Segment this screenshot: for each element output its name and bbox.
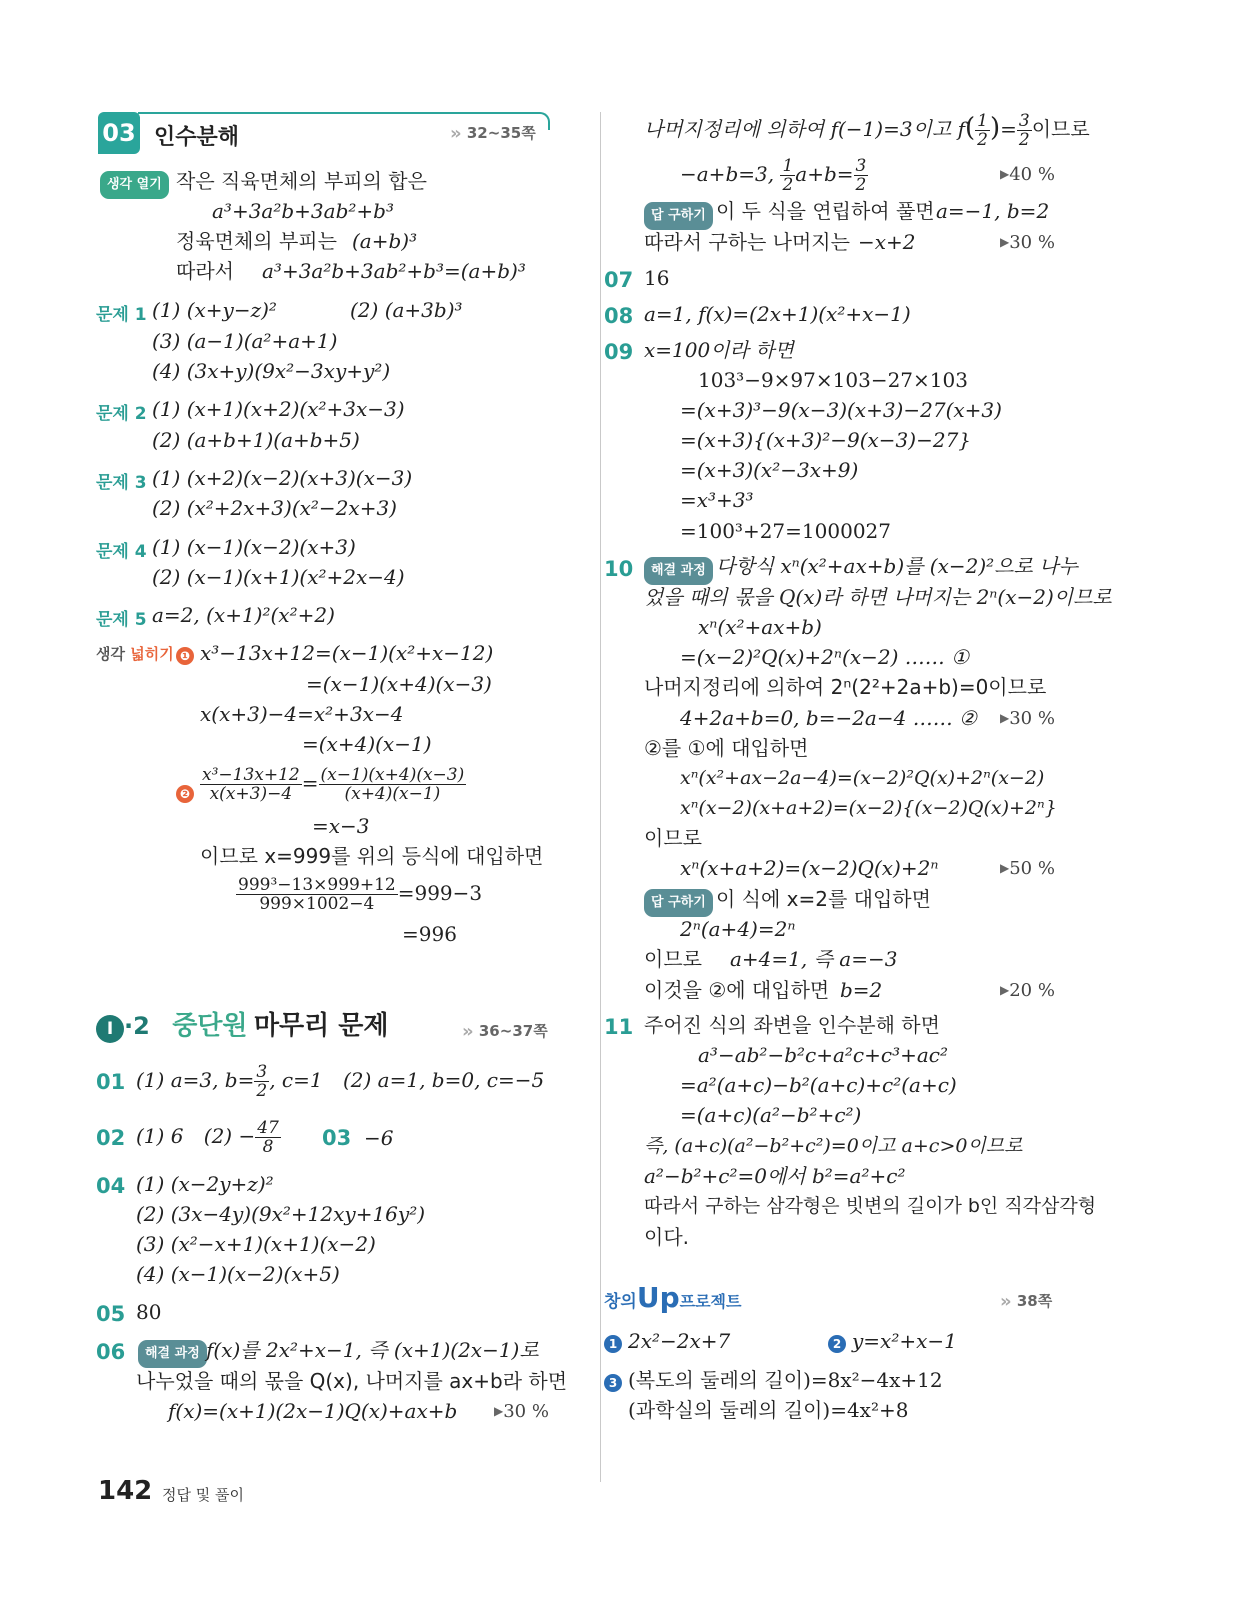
answer-line: f(x)=(x+1)(2x−1)Q(x)+ax+b [168, 1399, 458, 1423]
answer-line: x=100이라 하면 [644, 338, 794, 362]
question-number: 08 [604, 304, 634, 328]
expand-line: =x−3 [312, 814, 370, 838]
section-title: 인수분해 [154, 125, 240, 150]
answer-line: 따라서 구하는 삼각형은 빗변의 길이가 b인 직각삼각형 [644, 1195, 1097, 1217]
think-open-line: 작은 직육면체의 부피의 합은 [176, 169, 427, 193]
answer-line: 80 [136, 1300, 162, 1324]
answer-line: =(x+3){(x+3)²−9(x−3)−27} [680, 428, 972, 452]
answer-line: (2) (a+b+1)(a+b+5) [152, 428, 360, 452]
answer-badge: 답 구하기 [644, 201, 713, 230]
expand-line: =(x+4)(x−1) [302, 732, 432, 756]
triangle-right-icon: ▶ [1000, 711, 1010, 725]
column-divider [600, 112, 601, 1482]
triangle-right-icon: ▶ [1000, 983, 1010, 997]
question-number: 06 [96, 1340, 126, 1364]
score-percent: ▶20 % [1000, 980, 1055, 1001]
answer-line: ②를 ①에 대입하면 [644, 736, 809, 760]
answer-line: a=−1, b=2 [936, 199, 1050, 223]
question-number: 05 [96, 1302, 126, 1326]
answer-line: −6 [364, 1126, 394, 1150]
question-number: 04 [96, 1174, 126, 1198]
problem-label: 문제 4 [96, 542, 147, 562]
problem-label: 문제 3 [96, 473, 147, 493]
think-open-badge: 생각 열기 [100, 170, 169, 199]
solution-badge: 해결 과정 [644, 556, 713, 585]
triangle-right-icon: ▶ [1000, 167, 1010, 181]
think-open-formula: a³+3a²b+3ab²+b³ [212, 199, 394, 223]
score-percent: ▶30 % [1000, 232, 1055, 253]
answer-line: 이것을 ②에 대입하면 [644, 978, 830, 1002]
section-header [98, 112, 548, 156]
step-marker: 1 [604, 1330, 622, 1356]
answer-line: (1) 6 (2) − $\frac{47}{8}$ [136, 1118, 279, 1157]
answer-badge: 답 구하기 [644, 888, 713, 917]
answer-line: 다항식 xⁿ(x²+ax+b)를 (x−2)²으로 나누 [716, 554, 1078, 578]
problem-label: 문제 5 [96, 610, 147, 630]
answer-line: =(a+c)(a²−b²+c²) [680, 1103, 862, 1127]
expand-line: =(x−1)(x+4)(x−3) [306, 672, 492, 696]
unit-review-header: I ·2 중단원 마무리 문제 [96, 1010, 389, 1043]
expand-fraction-eq: $\frac{\text{x³−13x+12}}{x(x+3)-4}$ = $\frac{(x-1)(x+4)(x-3)}{(x+4)(x-1)}$ [202, 765, 465, 804]
score-percent: ▶30 % [1000, 708, 1055, 729]
triangle-right-icon: ▶ [494, 1404, 504, 1418]
answer-line: 2x²−2x+7 [628, 1329, 731, 1353]
answer-line: =a²(a+c)−b²(a+c)+c²(a+c) [680, 1073, 957, 1097]
answer-line: =(x+3)³−9(x−3)(x+3)−27(x+3) [680, 398, 1002, 422]
answer-line: (2) (3x−4y)(9x²+12xy+16y²) [136, 1202, 426, 1226]
expand-fraction-eq: $\frac{\text{999³−13×999+12}}{999\times 1002-4}$ =999−3 [238, 875, 483, 914]
answer-line: 주어진 식의 좌변을 인수분해 하면 [644, 1013, 940, 1037]
section-page-ref: » 32~35쪽 [450, 123, 536, 144]
answer-line: xⁿ(x−2)(x+a+2)=(x−2){(x−2)Q(x)+2ⁿ} [680, 797, 1057, 819]
question-number: 01 [96, 1070, 126, 1094]
answer-line: 이다. [644, 1225, 689, 1249]
answer-line: (3) (x²−x+1)(x+1)(x−2) [136, 1232, 376, 1256]
step-marker: 3 [604, 1369, 622, 1395]
section-page-ref: » 36~37쪽 [462, 1021, 548, 1042]
answer-line: =(x−2)²Q(x)+2ⁿ(x−2) …… ① [680, 645, 970, 669]
answer-line: (2) (x²+2x+3)(x²−2x+3) [152, 496, 397, 520]
answer-line: xⁿ(x+a+2)=(x−2)Q(x)+2ⁿ [680, 856, 939, 880]
question-number: 02 [96, 1126, 126, 1150]
answer-line: 나누었을 때의 몫을 Q(x), 나머지를 ax+b라 하면 [136, 1369, 568, 1393]
answer-line: xⁿ(x²+ax+b) [698, 615, 822, 639]
answer-line: =x³+3³ [680, 488, 754, 512]
answer-line: (1) (x−2y+z)² [136, 1172, 274, 1196]
score-percent: ▶30 % [494, 1401, 549, 1422]
answer-line: (1) (x−1)(x−2)(x+3) [152, 535, 356, 559]
question-number: 10 [604, 557, 634, 581]
answer-line: (3) (a−1)(a²+a+1) [152, 329, 338, 353]
problem-label: 문제 2 [96, 404, 147, 424]
answer-line: 이므로 [644, 826, 702, 850]
section-page-ref: » 38쪽 [1000, 1291, 1053, 1312]
score-percent: ▶40 % [1000, 164, 1055, 185]
answer-line: (4) (3x+y)(9x²−3xy+y²) [152, 359, 391, 383]
expand-line: =996 [402, 922, 457, 946]
answer-line: 나머지정리에 의하여 f(−1)=3이고 f( $\frac{1}{2}$ )= $\frac{3}{2}$ 이므로 [644, 111, 1090, 150]
think-expand-label: 생각 넓히기 [96, 645, 174, 663]
expand-line: x³−13x+12=(x−1)(x²+x−12) [200, 641, 494, 665]
answer-line: (4) (x−1)(x−2)(x+5) [136, 1262, 340, 1286]
answer-line: 었을 때의 몫을 Q(x)라 하면 나머지는 2ⁿ(x−2)이므로 [644, 585, 1112, 609]
answer-line: 이 식에 x=2를 대입하면 [716, 887, 931, 911]
answer-line: (1) a=3, b= $\frac{3}{2}$ , c=1 (2) a=1, b=0, c=−5 [136, 1062, 545, 1101]
triangle-right-icon: ▶ [1000, 235, 1010, 249]
answer-line: −a+b=3, $\frac{1}{2}$ a+b= $\frac{3}{2}$ [680, 156, 867, 195]
answer-line: a+4=1, 즉 a=−3 [730, 947, 898, 971]
solution-badge: 해결 과정 [138, 1339, 207, 1368]
step-marker: 2 [828, 1330, 846, 1356]
answer-line: =100³+27=1000027 [680, 519, 891, 543]
answer-line: 나머지정리에 의하여 2ⁿ(2²+2a+b)=0이므로 [644, 675, 1047, 699]
answer-line: b=2 [840, 978, 883, 1002]
answer-line: 따라서 구하는 나머지는 [644, 230, 850, 254]
answer-line: a=1, f(x)=(2x+1)(x²+x−1) [644, 302, 911, 326]
chevron-right-icon: » [462, 1021, 474, 1042]
roman-numeral-badge: I [96, 1015, 124, 1043]
chevron-right-icon: » [1000, 1291, 1012, 1312]
step-marker: ❷ [176, 780, 194, 806]
up-project-title: 창의Up프로젝트 [604, 1281, 742, 1314]
expand-line: x(x+3)−4=x²+3x−4 [200, 702, 404, 726]
think-open-line: 정육면체의 부피는 [176, 229, 337, 253]
question-number: 09 [604, 340, 634, 364]
answer-line: a=2, (x+1)²(x²+2) [152, 603, 335, 627]
answer-line: 2ⁿ(a+4)=2ⁿ [680, 917, 796, 941]
chevron-right-icon: » [450, 123, 462, 144]
answer-line: 즉, (a+c)(a²−b²+c²)=0이고 a+c>0이므로 [644, 1135, 1023, 1157]
answer-line: 이므로 [644, 947, 702, 971]
answer-line: (2) (a+3b)³ [350, 298, 463, 322]
answer-line: 4+2a+b=0, b=−2a−4 …… ② [680, 706, 977, 730]
answer-line: xⁿ(x²+ax−2a−4)=(x−2)²Q(x)+2ⁿ(x−2) [680, 767, 1045, 789]
page-number: 142 [98, 1476, 153, 1506]
section-number: 03 [98, 112, 140, 154]
answer-line: y=x²+x−1 [852, 1329, 957, 1353]
step-marker: ❶ [176, 642, 194, 668]
answer-line: (2) (x−1)(x+1)(x²+2x−4) [152, 565, 405, 589]
answer-line: a³−ab²−b²c+a²c+c³+ac² [698, 1043, 948, 1067]
answer-line: −x+2 [858, 230, 916, 254]
answer-line: a²−b²+c²=0에서 b²=a²+c² [644, 1164, 906, 1188]
answer-line: =(x+3)(x²−3x+9) [680, 458, 859, 482]
answer-line: 16 [644, 266, 670, 290]
answer-line: (1) (x+y−z)² [152, 298, 277, 322]
answer-line: (과학실의 둘레의 길이)=4x²+8 [628, 1398, 909, 1422]
answer-line: 103³−9×97×103−27×103 [698, 368, 968, 392]
question-number: 11 [604, 1015, 634, 1039]
expand-line: 이므로 x=999를 위의 등식에 대입하면 [200, 844, 544, 868]
question-number: 03 [322, 1126, 352, 1150]
think-open-formula: a³+3a²b+3ab²+b³=(a+b)³ [262, 259, 526, 283]
answer-line: 이 두 식을 연립하여 풀면 [716, 199, 935, 223]
question-number: 07 [604, 268, 634, 292]
footer-title: 정답 및 풀이 [162, 1486, 244, 1504]
answer-line: (1) (x+1)(x+2)(x²+3x−3) [152, 397, 405, 421]
answer-line: f(x)를 2x²+x−1, 즉 (x+1)(2x−1)로 [206, 1338, 539, 1362]
problem-label: 문제 1 [96, 305, 147, 325]
answer-line: (1) (x+2)(x−2)(x+3)(x−3) [152, 466, 413, 490]
answer-line: (복도의 둘레의 길이)=8x²−4x+12 [628, 1368, 943, 1392]
score-percent: ▶50 % [1000, 858, 1055, 879]
triangle-right-icon: ▶ [1000, 861, 1010, 875]
think-open-formula: (a+b)³ [352, 229, 418, 253]
think-open-line: 따라서 [176, 259, 234, 283]
